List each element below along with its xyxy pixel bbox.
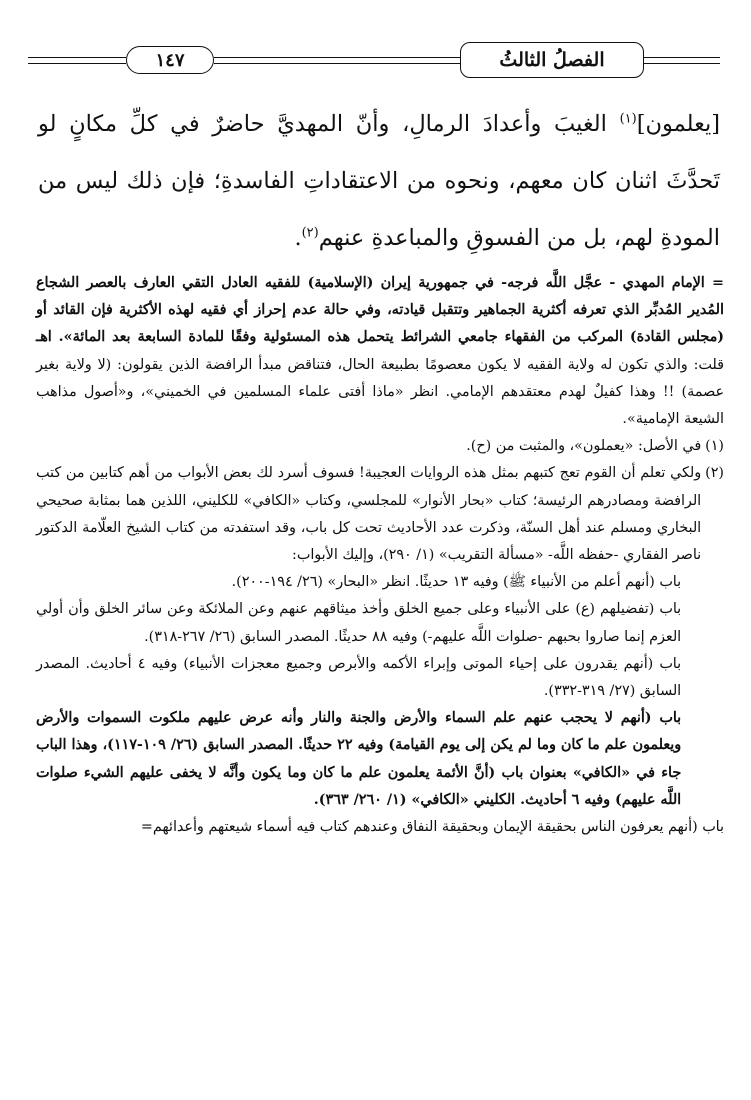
header-rule — [644, 63, 720, 64]
continuation-text: قلت: والذي تكون له ولاية الفقيه لا يكون معصومًا بطبيعة الحال، فتناقض مبدأ الرافضة الذين يقولون: (لا ولاية بغير عصمة) !! وهذا كفيلٌ لهدم معتقدهم الإمامي. انظر «ماذا أفتى علماء المسلمين في الخميني»، و«أصول مذاهب الشيعة الإمامية». — [36, 356, 724, 428]
header-rule — [214, 57, 460, 58]
list-item: باب (أنهم أعلم من الأنبياء ﷺ) وفيه ١٣ حديثًا. انظر «البحار» (٢٦/ ١٩٤-٢٠٠). — [231, 574, 682, 591]
chapter-list — [36, 569, 681, 814]
footnote-2 — [36, 460, 724, 814]
main-paragraph — [38, 96, 720, 267]
footnote-number: (١) — [705, 438, 724, 455]
chapter-title: الفصلُ الثالثُ — [460, 42, 644, 78]
page-number: ١٤٧ — [126, 46, 214, 74]
continuation-bold-text: = الإمام المهدي - عجَّل اللَّه فرجه- في جمهورية إيران (الإسلامية) للفقيه العادل التقي العارف بالعصر الشجاع المُدير المُدبِّر الذي تعرفه أكثرية الجماهير وتتقبل قيادته، وفي حالة عدم إحراز أي فقيه لهذه الأكثرية فإن القائد أو (مجلس القادة) المركب من الفقهاء جامعي الشرائط يتحمل هذه المسئولية وفقًا للمادة السابعة بعد المائة». اهـ — [36, 275, 724, 346]
header-rule — [214, 63, 460, 64]
footnote-body — [36, 460, 701, 814]
header-rule — [644, 57, 720, 58]
main-text-part: [يعلمون] — [636, 111, 720, 137]
footnote-text: في الأصل: «يعملون»، والمثبت من (ح). — [466, 438, 702, 455]
footnote-continuation — [36, 270, 724, 433]
header-rule — [28, 63, 126, 64]
footnotes — [36, 270, 724, 841]
footnote-ref[interactable]: (٢) — [301, 225, 319, 241]
list-item: باب (أنهم لا يحجب عنهم علم السماء والأرض والجنة والنار وأنه عرض عليهم ملكوت السموات والأرض ويعلمون علم ما كان وما لم يكن إلى يوم القيامة) وفيه ٢٢ حديثًا. المصدر السابق (٢٦/ ١٠٩-١١٧)، وهذا الباب جاء في «الكافي» بعنوان باب (أنَّ الأئمة يعلمون علم ما كان وما يكون وأنَّه لا يخفى عليهم الشيء صلوات اللَّه عليهم) وفيه ٦ أحاديث. الكليني «الكافي» (١/ ٢٦٠/ ٣٦٣). — [36, 710, 682, 808]
footnote-number: (٢) — [705, 465, 724, 482]
main-text-end: . — [294, 225, 302, 251]
footnote-ref[interactable]: (١) — [619, 111, 637, 127]
page-header — [28, 38, 720, 84]
header-rule — [28, 57, 126, 58]
main-text-part: الغيبَ وأعدادَ الرمالِ، وأنّ المهديَّ حاضرٌ في كلِّ مكانٍ لو تَحدَّثَ اثنان كان معهم، ونحوه من الاعتقاداتِ الفاسدةِ؛ فإن ذلك ليس من المودةِ لهم، بل من الفسوقِ والمباعدةِ عنهم — [38, 111, 720, 251]
list-item: باب (تفضيلهم (ع) على الأنبياء وعلى جميع الخلق وأخذ ميثاقهم عنهم وعن الملائكة وعن سائر الخلق وأن أولي العزم إنما صاروا بحبهم -صلوات اللَّه عليهم-) وفيه ٨٨ حديثًا. المصدر السابق (٢٦/ ٢٦٧-٣١٨). — [36, 601, 682, 645]
footnote-last-line: باب (أنهم يعرفون الناس بحقيقة الإيمان وبحقيقة النفاق وعندهم كتاب فيه أسماء شيعتهم وأعدائهم= — [140, 819, 724, 836]
footnote-text: ولكي تعلم أن القوم تعج كتبهم بمثل هذه الروايات العجيبة! فسوف أسرد لك بعض الأبواب من أهم كتابين من كتب الرافضة ومصادرهم الرئيسة؛ كتاب «بحار الأنوار» للمجلسي، وكتاب «الكافي» للكليني، اللذين هما بمثابة صحيحي البخاري ومسلم عند أهل السنّة، وذكرت عدد الأحاديث تحت كل باب، وقد استفدته من كتاب الشيخ العلّامة الدكتور ناصر الفقاري -حفظه اللَّه- «مسألة التقريب» (١/ ٢٩٠)، وإليك الأبواب: — [36, 465, 702, 564]
list-item: باب (أنهم يقدرون على إحياء الموتى وإبراء الأكمه والأبرص وجميع معجزات الأنبياء) وفيه ٤ أحاديث. المصدر السابق (٢٧/ ٣١٩-٣٣٢). — [36, 655, 682, 700]
footnote-1 — [36, 433, 724, 460]
